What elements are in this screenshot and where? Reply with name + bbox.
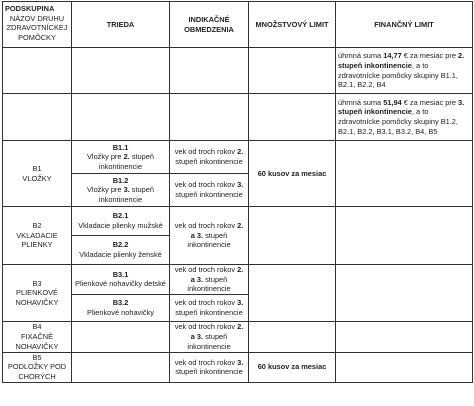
reimbursement-table <box>2 1 473 383</box>
col-header-subgroup <box>3 2 72 48</box>
class-b3-1: B3.1 Plienkové nohavičky detské <box>72 265 170 295</box>
empty-cell <box>170 94 249 141</box>
empty-cell <box>72 352 170 382</box>
empty-cell <box>249 48 336 94</box>
quantity-limit-b5: 60 kusov za mesiac <box>249 352 336 382</box>
col-header-subgroup-title: PODSKUPINA <box>5 4 55 13</box>
table-row <box>3 48 473 94</box>
table-row <box>3 141 473 174</box>
empty-cell <box>72 48 170 94</box>
group-b3: B3 PLIENKOVÉ NOHAVIČKY <box>3 265 72 322</box>
class-b1-2: B1.2 Vložky pre 3. stupeň inkontinencie <box>72 174 170 207</box>
col-header-financial-limit: FINANČNÝ LIMIT <box>336 2 473 48</box>
group-b1: B1 VLOŽKY <box>3 141 72 207</box>
empty-cell <box>72 94 170 141</box>
table-row <box>3 265 473 295</box>
class-b2-2: B2.2 Vkladacie plienky ženské <box>72 236 170 265</box>
table-row <box>3 94 473 141</box>
empty-cell <box>249 321 336 352</box>
col-header-class: TRIEDA <box>72 2 170 48</box>
empty-cell <box>72 321 170 352</box>
empty-cell <box>249 94 336 141</box>
quantity-limit-b1: 60 kusov za mesiac <box>249 141 336 207</box>
empty-cell <box>249 207 336 265</box>
indication-b3-2: vek od troch rokov 3. stupeň inkontinencie <box>170 294 249 321</box>
col-header-quantity-limit: MNOŽSTVOVÝ LIMIT <box>249 2 336 48</box>
class-b3-2: B3.2 Plienkové nohavičky <box>72 294 170 321</box>
indication-b4: vek od troch rokov 2. a 3. stupeň inkontinencie <box>170 321 249 352</box>
indication-b2: vek od troch rokov 2. a 3. stupeň inkontinencie <box>170 207 249 265</box>
empty-cell <box>336 141 473 207</box>
financial-limit-2: úhrnná suma 51,94 € za mesiac pre 3. stupeň inkontinencie, a to zdravotnícke pomôcky skupiny B1.2, B2.1, B2.2, B3.1, B3.2, B4, B5 <box>336 94 473 141</box>
empty-cell <box>336 207 473 265</box>
indication-b1-2: vek od troch rokov 3. stupeň inkontinencie <box>170 174 249 207</box>
empty-cell <box>249 265 336 322</box>
group-b5: B5 PODLOŽKY POD CHORÝCH <box>3 352 72 382</box>
empty-cell <box>336 352 473 382</box>
table-row <box>3 352 473 382</box>
group-b2: B2 VKLADACIE PLIENKY <box>3 207 72 265</box>
indication-b5: vek od troch rokov 3. stupeň inkontinencie <box>170 352 249 382</box>
class-b1-1: B1.1 Vložky pre 2. stupeň inkontinencie <box>72 141 170 174</box>
col-header-indications: INDIKAČNÉ OBMEDZENIA <box>170 2 249 48</box>
indication-b3-1: vek od troch rokov 2. a 3. stupeň inkontinencie <box>170 265 249 295</box>
table-row <box>3 321 473 352</box>
empty-cell <box>336 321 473 352</box>
empty-cell <box>3 94 72 141</box>
header-row <box>3 2 473 48</box>
col-header-subgroup-subtitle: NÁZOV DRUHU ZDRAVOTNÍCKEJ POMÔCKY <box>6 13 68 42</box>
empty-cell <box>336 265 473 322</box>
indication-b1-1: vek od troch rokov 2. stupeň inkontinencie <box>170 141 249 174</box>
financial-limit-1: úhrnná suma 14,77 € za mesiac pre 2. stupeň inkontinencie, a to zdravotnícke pomôcky skupiny B1.1, B2.1, B2.2, B4 <box>336 48 473 94</box>
table-row <box>3 207 473 236</box>
empty-cell <box>170 48 249 94</box>
empty-cell <box>3 48 72 94</box>
group-b4: B4 FIXAČNÉ NOHAVIČKY <box>3 321 72 352</box>
class-b2-1: B2.1 Vkladacie plienky mužské <box>72 207 170 236</box>
